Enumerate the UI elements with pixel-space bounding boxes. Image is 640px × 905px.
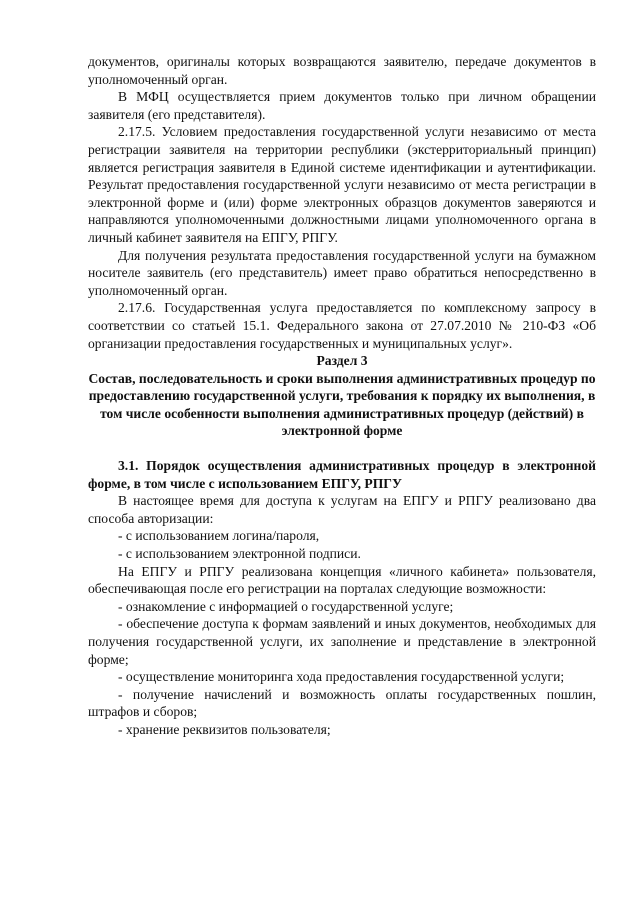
list-item: - обеспечение доступа к формам заявлений и иных документов, необходимых для получения государственной услуги, их заполнение и представление в электронной форме; bbox=[88, 616, 596, 667]
list-item: - получение начислений и возможность оплаты государственных пошлин, штрафов и сборов; bbox=[88, 686, 596, 720]
subsection-title: 3.1. Порядок осуществления административных процедур в электронной форме, в том числе с использованием ЕПГУ, РПГУ bbox=[88, 458, 596, 491]
list-item: - хранение реквизитов пользователя; bbox=[118, 721, 331, 737]
paragraph: В МФЦ осуществляется прием документов только при личном обращении заявителя (его представителя). bbox=[88, 89, 596, 122]
list-item: - с использованием электронной подписи. bbox=[118, 546, 361, 562]
section-label: Раздел 3 bbox=[316, 353, 368, 369]
paragraph: На ЕПГУ и РПГУ реализована концепция «личного кабинета» пользователя, обеспечивающая после его регистрации на порталах следующие возможности: bbox=[88, 563, 596, 597]
section-title: Состав, последовательность и сроки выполнения административных процедур по предоставлению государственной услуги, требования к порядку их выполнения, в том числе особенности выполнения административных процедур (действий) в электронной форме bbox=[88, 370, 596, 439]
paragraph: Для получения результата предоставления государственной услуги на бумажном носителе заявитель (его представитель) имеет право обратиться непосредственно в уполномоченный орган. bbox=[88, 247, 596, 298]
list-item: - ознакомление с информацией о государственной услуге; bbox=[118, 598, 454, 614]
document-body bbox=[88, 53, 596, 739]
list-item: - осуществление мониторинга хода предоставления государственной услуги; bbox=[118, 669, 565, 685]
paragraph: В настоящее время для доступа к услугам на ЕПГУ и РПГУ реализовано два способа авторизации: bbox=[88, 493, 596, 526]
paragraph: 2.17.6. Государственная услуга предоставляется по комплексному запросу в соответствии со статьей 15.1. Федерального закона от 27.07.2010 № 210-ФЗ «Об организации предоставления государственных и муниципальных услуг». bbox=[88, 300, 596, 351]
paragraph: 2.17.5. Условием предоставления государственной услуги независимо от места регистрации заявителя на территории республики (экстерриториальный принцип) является регистрация заявителя в Единой системе идентификации и аутентификации. Результат предоставления государственной услуги независимо от места регистрации в электронной форме и (или) форме электронных образцов документов заверяются и направляются уполномоченными должностными лицами уполномоченного органа в личный кабинет заявителя на ЕПГУ, РПГУ. bbox=[88, 124, 596, 245]
paragraph: документов, оригиналы которых возвращаются заявителю, передаче документов в уполномоченный орган. bbox=[88, 54, 596, 87]
list-item: - с использованием логина/пароля, bbox=[118, 528, 320, 544]
